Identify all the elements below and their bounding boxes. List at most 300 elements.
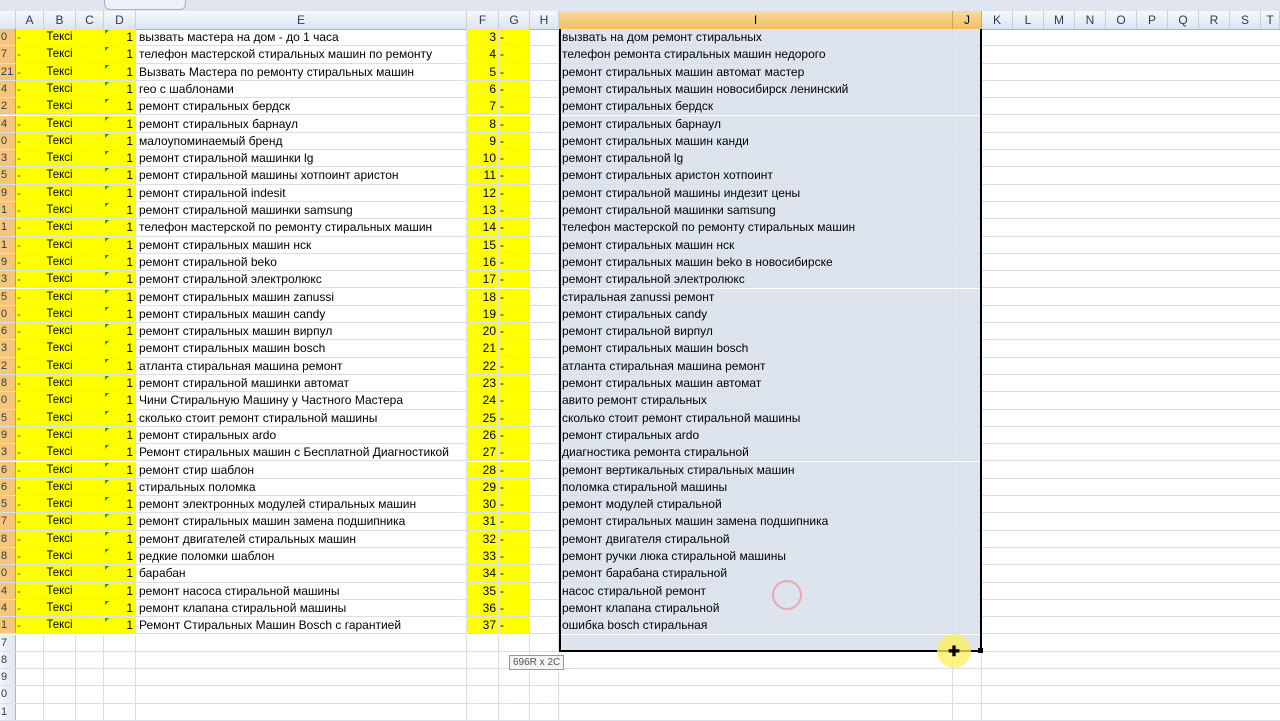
cell-d[interactable]: 1: [104, 237, 136, 253]
cell-a[interactable]: -: [16, 185, 44, 201]
cell-h[interactable]: [530, 375, 559, 391]
cell-c[interactable]: [76, 46, 104, 62]
cell-d[interactable]: [104, 635, 136, 651]
cell-j[interactable]: [953, 167, 982, 183]
cell-d[interactable]: 1: [104, 202, 136, 218]
cell-b[interactable]: Тексі: [44, 167, 76, 183]
cell-d[interactable]: 1: [104, 583, 136, 599]
cell-c[interactable]: [76, 392, 104, 408]
row-header[interactable]: 3: [0, 444, 16, 460]
row-header[interactable]: 4: [0, 81, 16, 97]
cell-e[interactable]: ремонт стиральной электролюкс: [136, 271, 467, 287]
cell-g[interactable]: -: [499, 323, 530, 339]
cell-c[interactable]: [76, 704, 104, 720]
cell-c[interactable]: [76, 444, 104, 460]
cell-f[interactable]: 37: [467, 617, 499, 633]
cell-b[interactable]: Тексі: [44, 427, 76, 443]
cell-h[interactable]: [530, 271, 559, 287]
cell-h[interactable]: [530, 531, 559, 547]
cell-e[interactable]: телефон мастерской стиральных машин по ремонту: [136, 46, 467, 62]
cell-b[interactable]: Тексі: [44, 202, 76, 218]
cell-d[interactable]: 1: [104, 185, 136, 201]
cell-e[interactable]: ремонт стир шаблон: [136, 462, 467, 478]
cell-d[interactable]: 1: [104, 340, 136, 356]
cell-c[interactable]: [76, 133, 104, 149]
cell-g[interactable]: -: [499, 254, 530, 270]
cell-g[interactable]: -: [499, 271, 530, 287]
cell-i[interactable]: ремонт стиральных аристон хотпоинт: [559, 167, 953, 183]
cell-c[interactable]: [76, 669, 104, 685]
cell-c[interactable]: [76, 565, 104, 581]
cell-g[interactable]: [499, 635, 530, 651]
cell-g[interactable]: -: [499, 375, 530, 391]
cell-a[interactable]: -: [16, 202, 44, 218]
cell-e[interactable]: Вызвать Мастера по ремонту стиральных машин: [136, 64, 467, 80]
cell-j[interactable]: [953, 617, 982, 633]
column-header-f[interactable]: F: [467, 11, 499, 29]
cell-j[interactable]: [953, 29, 982, 45]
cell-b[interactable]: Тексі: [44, 219, 76, 235]
cell-g[interactable]: -: [499, 202, 530, 218]
cell-j[interactable]: [953, 669, 982, 685]
cell-f[interactable]: 30: [467, 496, 499, 512]
cell-b[interactable]: Тексі: [44, 306, 76, 322]
cell-j[interactable]: [953, 444, 982, 460]
cell-j[interactable]: [953, 202, 982, 218]
cell-j[interactable]: [953, 116, 982, 132]
cell-g[interactable]: -: [499, 81, 530, 97]
cell-f[interactable]: 16: [467, 254, 499, 270]
cell-e[interactable]: малоупоминаемый бренд: [136, 133, 467, 149]
cell-j[interactable]: [953, 496, 982, 512]
row-header[interactable]: 3: [0, 150, 16, 166]
cell-b[interactable]: Тексі: [44, 565, 76, 581]
cell-d[interactable]: 1: [104, 133, 136, 149]
cell-a[interactable]: [16, 652, 44, 668]
cell-j[interactable]: [953, 531, 982, 547]
cell-e[interactable]: [136, 669, 467, 685]
cell-f[interactable]: 3: [467, 29, 499, 45]
cell-i[interactable]: поломка стиральной машины: [559, 479, 953, 495]
cell-g[interactable]: -: [499, 513, 530, 529]
cell-j[interactable]: [953, 340, 982, 356]
cell-e[interactable]: ремонт стиральной машины хотпоинт аристон: [136, 167, 467, 183]
cell-j[interactable]: [953, 548, 982, 564]
column-header-l[interactable]: L: [1013, 11, 1044, 29]
cell-a[interactable]: -: [16, 548, 44, 564]
cell-c[interactable]: [76, 410, 104, 426]
cell-d[interactable]: 1: [104, 548, 136, 564]
cell-b[interactable]: Тексі: [44, 496, 76, 512]
cell-g[interactable]: -: [499, 289, 530, 305]
cell-c[interactable]: [76, 358, 104, 374]
cell-a[interactable]: -: [16, 617, 44, 633]
row-header[interactable]: 1: [0, 237, 16, 253]
cell-d[interactable]: [104, 652, 136, 668]
cell-e[interactable]: [136, 686, 467, 702]
cell-c[interactable]: [76, 237, 104, 253]
cell-c[interactable]: [76, 513, 104, 529]
cell-d[interactable]: [104, 669, 136, 685]
cell-j[interactable]: [953, 462, 982, 478]
cell-d[interactable]: 1: [104, 271, 136, 287]
column-header-g[interactable]: G: [499, 11, 530, 29]
cell-e[interactable]: ремонт двигателей стиральных машин: [136, 531, 467, 547]
cell-h[interactable]: [530, 150, 559, 166]
spreadsheet-grid[interactable]: [0, 29, 1280, 720]
cell-g[interactable]: -: [499, 306, 530, 322]
row-header[interactable]: 21: [0, 64, 16, 80]
cell-d[interactable]: 1: [104, 98, 136, 114]
column-header-a[interactable]: A: [16, 11, 44, 29]
cell-c[interactable]: [76, 600, 104, 616]
row-header[interactable]: 0: [0, 29, 16, 45]
row-header[interactable]: 0: [0, 392, 16, 408]
cell-g[interactable]: -: [499, 496, 530, 512]
cell-b[interactable]: Тексі: [44, 444, 76, 460]
cell-j[interactable]: [953, 392, 982, 408]
cell-d[interactable]: 1: [104, 531, 136, 547]
cell-d[interactable]: 1: [104, 46, 136, 62]
cell-j[interactable]: [953, 133, 982, 149]
cell-c[interactable]: [76, 635, 104, 651]
cell-e[interactable]: гео с шаблонами: [136, 81, 467, 97]
cell-a[interactable]: [16, 669, 44, 685]
row-header[interactable]: 8: [0, 531, 16, 547]
cell-j[interactable]: [953, 479, 982, 495]
row-header[interactable]: 0: [0, 686, 16, 702]
cell-i[interactable]: [559, 652, 953, 668]
row-header[interactable]: 8: [0, 375, 16, 391]
cell-e[interactable]: ремонт стиральных барнаул: [136, 116, 467, 132]
cell-c[interactable]: [76, 323, 104, 339]
cell-h[interactable]: [530, 81, 559, 97]
cell-f[interactable]: 9: [467, 133, 499, 149]
cell-c[interactable]: [76, 652, 104, 668]
cell-c[interactable]: [76, 306, 104, 322]
column-header-n[interactable]: N: [1075, 11, 1106, 29]
cell-a[interactable]: -: [16, 531, 44, 547]
cell-i[interactable]: авито ремонт стиральных: [559, 392, 953, 408]
cell-b[interactable]: Тексі: [44, 410, 76, 426]
cell-h[interactable]: [530, 289, 559, 305]
cell-e[interactable]: ремонт стиральной машинки автомат: [136, 375, 467, 391]
cell-b[interactable]: Тексі: [44, 340, 76, 356]
row-header[interactable]: 2: [0, 358, 16, 374]
cell-e[interactable]: сколько стоит ремонт стиральной машины: [136, 410, 467, 426]
cell-c[interactable]: [76, 29, 104, 45]
cell-h[interactable]: [530, 565, 559, 581]
cell-j[interactable]: [953, 358, 982, 374]
cell-d[interactable]: 1: [104, 29, 136, 45]
cell-g[interactable]: -: [499, 600, 530, 616]
cell-g[interactable]: -: [499, 185, 530, 201]
cell-d[interactable]: 1: [104, 375, 136, 391]
cell-g[interactable]: -: [499, 133, 530, 149]
cell-c[interactable]: [76, 150, 104, 166]
cell-i[interactable]: стиральная zanussi ремонт: [559, 289, 953, 305]
cell-a[interactable]: -: [16, 271, 44, 287]
row-header[interactable]: 5: [0, 410, 16, 426]
cell-c[interactable]: [76, 219, 104, 235]
cell-i[interactable]: ремонт вертикальных стиральных машин: [559, 462, 953, 478]
column-header-j[interactable]: J: [953, 11, 982, 29]
column-header-m[interactable]: M: [1044, 11, 1075, 29]
cell-d[interactable]: 1: [104, 116, 136, 132]
column-header-t[interactable]: T: [1261, 11, 1280, 29]
cell-a[interactable]: -: [16, 116, 44, 132]
cell-i[interactable]: ремонт стиральных барнаул: [559, 116, 953, 132]
cell-d[interactable]: [104, 686, 136, 702]
cell-c[interactable]: [76, 254, 104, 270]
cell-a[interactable]: [16, 686, 44, 702]
cell-f[interactable]: 24: [467, 392, 499, 408]
cell-h[interactable]: [530, 444, 559, 460]
cell-a[interactable]: -: [16, 150, 44, 166]
cell-f[interactable]: 5: [467, 64, 499, 80]
cell-d[interactable]: 1: [104, 323, 136, 339]
cell-e[interactable]: редкие поломки шаблон: [136, 548, 467, 564]
cell-c[interactable]: [76, 531, 104, 547]
cell-i[interactable]: ремонт двигателя стиральной: [559, 531, 953, 547]
cell-a[interactable]: -: [16, 289, 44, 305]
cell-i[interactable]: ремонт ручки люка стиральной машины: [559, 548, 953, 564]
row-header[interactable]: 9: [0, 254, 16, 270]
cell-h[interactable]: [530, 583, 559, 599]
cell-h[interactable]: [530, 340, 559, 356]
row-header[interactable]: 4: [0, 600, 16, 616]
cell-i[interactable]: ремонт стиральных машин автомат: [559, 375, 953, 391]
row-header[interactable]: 5: [0, 167, 16, 183]
cell-a[interactable]: -: [16, 600, 44, 616]
cell-g[interactable]: -: [499, 531, 530, 547]
cell-e[interactable]: вызвать мастера на дом - до 1 часа: [136, 29, 467, 45]
cell-f[interactable]: 13: [467, 202, 499, 218]
row-header[interactable]: 1: [0, 617, 16, 633]
cell-j[interactable]: [953, 98, 982, 114]
row-header[interactable]: 8: [0, 652, 16, 668]
cell-e[interactable]: ремонт электронных модулей стиральных машин: [136, 496, 467, 512]
cell-a[interactable]: -: [16, 29, 44, 45]
cell-i[interactable]: [559, 669, 953, 685]
cell-e[interactable]: ремонт стиральных машин замена подшипника: [136, 513, 467, 529]
cell-j[interactable]: [953, 565, 982, 581]
cell-i[interactable]: насос стиральной ремонт: [559, 583, 953, 599]
cell-j[interactable]: [953, 410, 982, 426]
cell-i[interactable]: телефон мастерской по ремонту стиральных машин: [559, 219, 953, 235]
cell-b[interactable]: Тексі: [44, 98, 76, 114]
cell-i[interactable]: [559, 686, 953, 702]
cell-j[interactable]: [953, 513, 982, 529]
cell-h[interactable]: [530, 254, 559, 270]
row-header[interactable]: 5: [0, 289, 16, 305]
cell-i[interactable]: ремонт стиральной вирпул: [559, 323, 953, 339]
cell-b[interactable]: Тексі: [44, 617, 76, 633]
cell-a[interactable]: -: [16, 583, 44, 599]
cell-a[interactable]: -: [16, 479, 44, 495]
cell-h[interactable]: [530, 133, 559, 149]
cell-h[interactable]: [530, 323, 559, 339]
cell-f[interactable]: 32: [467, 531, 499, 547]
cell-i[interactable]: ремонт стиральных ardo: [559, 427, 953, 443]
cell-f[interactable]: 17: [467, 271, 499, 287]
row-header[interactable]: 0: [0, 565, 16, 581]
cell-c[interactable]: [76, 427, 104, 443]
cell-g[interactable]: -: [499, 150, 530, 166]
cell-c[interactable]: [76, 548, 104, 564]
fill-handle[interactable]: [978, 648, 983, 653]
cell-f[interactable]: 23: [467, 375, 499, 391]
cell-b[interactable]: Тексі: [44, 392, 76, 408]
cell-g[interactable]: -: [499, 29, 530, 45]
cell-d[interactable]: 1: [104, 306, 136, 322]
cell-h[interactable]: [530, 29, 559, 45]
cell-h[interactable]: [530, 219, 559, 235]
cell-a[interactable]: -: [16, 462, 44, 478]
cell-h[interactable]: [530, 513, 559, 529]
row-header[interactable]: 7: [0, 513, 16, 529]
cell-i[interactable]: вызвать на дом ремонт стиральных: [559, 29, 953, 45]
row-header[interactable]: 7: [0, 635, 16, 651]
cell-a[interactable]: -: [16, 219, 44, 235]
cell-e[interactable]: ремонт стиральной beko: [136, 254, 467, 270]
cell-b[interactable]: Тексі: [44, 323, 76, 339]
cell-i[interactable]: ремонт стиральной lg: [559, 150, 953, 166]
cell-i[interactable]: [559, 635, 953, 651]
cell-j[interactable]: [953, 219, 982, 235]
cell-a[interactable]: -: [16, 46, 44, 62]
cell-c[interactable]: [76, 479, 104, 495]
cell-c[interactable]: [76, 686, 104, 702]
row-header[interactable]: 1: [0, 202, 16, 218]
cell-c[interactable]: [76, 271, 104, 287]
column-header-h[interactable]: H: [530, 11, 559, 29]
cell-c[interactable]: [76, 340, 104, 356]
cell-c[interactable]: [76, 116, 104, 132]
cell-h[interactable]: [530, 46, 559, 62]
cell-b[interactable]: Тексі: [44, 583, 76, 599]
cell-a[interactable]: -: [16, 237, 44, 253]
row-header[interactable]: 1: [0, 704, 16, 720]
cell-d[interactable]: 1: [104, 289, 136, 305]
row-header[interactable]: 9: [0, 669, 16, 685]
cell-i[interactable]: сколько стоит ремонт стиральной машины: [559, 410, 953, 426]
cell-d[interactable]: 1: [104, 254, 136, 270]
cell-g[interactable]: -: [499, 444, 530, 460]
row-header[interactable]: 0: [0, 306, 16, 322]
cell-e[interactable]: [136, 704, 467, 720]
cell-b[interactable]: Тексі: [44, 375, 76, 391]
cell-i[interactable]: ремонт модулей стиральной: [559, 496, 953, 512]
cell-d[interactable]: 1: [104, 600, 136, 616]
cell-e[interactable]: ремонт стиральных машин candy: [136, 306, 467, 322]
cell-f[interactable]: 34: [467, 565, 499, 581]
cell-h[interactable]: [530, 600, 559, 616]
row-header[interactable]: 3: [0, 340, 16, 356]
cell-j[interactable]: [953, 46, 982, 62]
cell-b[interactable]: Тексі: [44, 29, 76, 45]
cell-j[interactable]: [953, 704, 982, 720]
cell-j[interactable]: [953, 686, 982, 702]
column-header-k[interactable]: K: [982, 11, 1013, 29]
cell-e[interactable]: ремонт стиральных бердск: [136, 98, 467, 114]
cell-i[interactable]: ремонт стиральной машинки samsung: [559, 202, 953, 218]
cell-b[interactable]: Тексі: [44, 531, 76, 547]
cell-i[interactable]: ремонт стиральных машин автомат мастер: [559, 64, 953, 80]
cell-b[interactable]: [44, 686, 76, 702]
cell-a[interactable]: -: [16, 81, 44, 97]
cell-d[interactable]: 1: [104, 150, 136, 166]
cell-g[interactable]: -: [499, 46, 530, 62]
cell-h[interactable]: [530, 479, 559, 495]
cell-j[interactable]: [953, 427, 982, 443]
cell-e[interactable]: ремонт стиральных машин вирпул: [136, 323, 467, 339]
cell-j[interactable]: [953, 237, 982, 253]
cell-d[interactable]: 1: [104, 617, 136, 633]
row-header[interactable]: 3: [0, 271, 16, 287]
cell-b[interactable]: Тексі: [44, 150, 76, 166]
cell-c[interactable]: [76, 583, 104, 599]
cell-i[interactable]: ремонт стиральных машин bosch: [559, 340, 953, 356]
cell-c[interactable]: [76, 496, 104, 512]
cell-h[interactable]: [530, 306, 559, 322]
cell-g[interactable]: -: [499, 565, 530, 581]
cell-f[interactable]: 12: [467, 185, 499, 201]
cell-a[interactable]: -: [16, 167, 44, 183]
cell-c[interactable]: [76, 617, 104, 633]
cell-f[interactable]: [467, 669, 499, 685]
cell-b[interactable]: Тексі: [44, 185, 76, 201]
cell-e[interactable]: атланта стиральная машина ремонт: [136, 358, 467, 374]
cell-j[interactable]: [953, 150, 982, 166]
cell-g[interactable]: -: [499, 237, 530, 253]
cell-g[interactable]: -: [499, 617, 530, 633]
cell-i[interactable]: ремонт стиральных машин замена подшипника: [559, 513, 953, 529]
cell-g[interactable]: [499, 704, 530, 720]
cell-g[interactable]: -: [499, 427, 530, 443]
row-header[interactable]: 1: [0, 219, 16, 235]
cell-h[interactable]: [530, 202, 559, 218]
cell-e[interactable]: стиральных поломка: [136, 479, 467, 495]
row-header[interactable]: 6: [0, 462, 16, 478]
row-header[interactable]: 4: [0, 583, 16, 599]
cell-j[interactable]: [953, 64, 982, 80]
cell-h[interactable]: [530, 237, 559, 253]
column-header-d[interactable]: D: [104, 11, 136, 29]
cell-d[interactable]: 1: [104, 462, 136, 478]
cell-f[interactable]: 35: [467, 583, 499, 599]
cell-h[interactable]: [530, 496, 559, 512]
column-header-s[interactable]: S: [1230, 11, 1261, 29]
cell-e[interactable]: телефон мастерской по ремонту стиральных машин: [136, 219, 467, 235]
cell-d[interactable]: 1: [104, 496, 136, 512]
row-header[interactable]: 7: [0, 46, 16, 62]
cell-j[interactable]: [953, 583, 982, 599]
cell-b[interactable]: Тексі: [44, 600, 76, 616]
cell-f[interactable]: 22: [467, 358, 499, 374]
cell-f[interactable]: 28: [467, 462, 499, 478]
cell-g[interactable]: -: [499, 167, 530, 183]
cell-d[interactable]: 1: [104, 392, 136, 408]
cell-g[interactable]: -: [499, 548, 530, 564]
cell-e[interactable]: ремонт стиральных машин zanussi: [136, 289, 467, 305]
cell-b[interactable]: Тексі: [44, 289, 76, 305]
cell-d[interactable]: 1: [104, 219, 136, 235]
cell-g[interactable]: [499, 669, 530, 685]
cell-e[interactable]: ремонт стиральной машинки samsung: [136, 202, 467, 218]
cell-b[interactable]: Тексі: [44, 81, 76, 97]
cell-g[interactable]: -: [499, 340, 530, 356]
